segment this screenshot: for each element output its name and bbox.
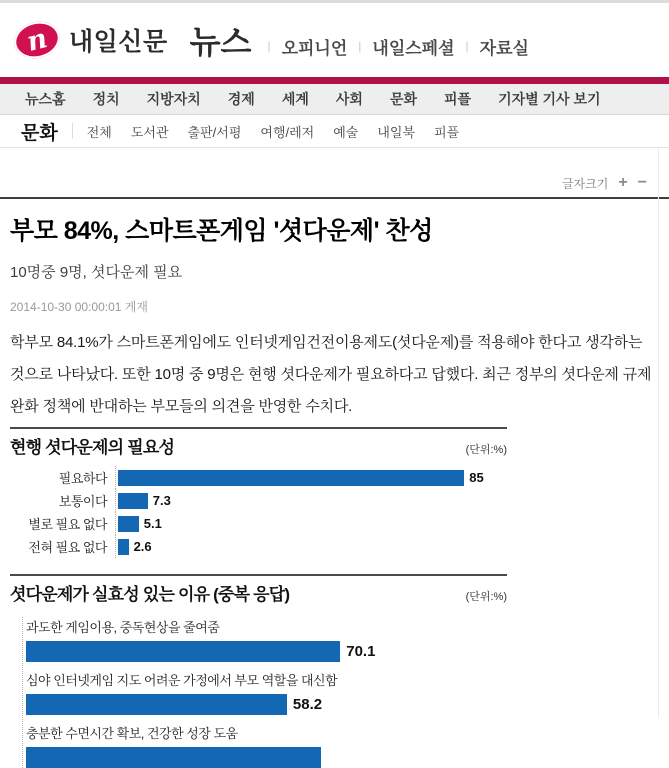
nav-item-world[interactable]: 세계 [281,91,309,107]
chart1-category-label: 전혀 필요 없다 [28,540,107,555]
nav-item-by-reporter[interactable]: 기자별 기사 보기 [498,91,601,107]
chart1-rows [10,466,507,558]
chart2-value-label: 58.2 [292,696,323,713]
chart2-bar [26,694,287,715]
site-section-news[interactable]: 뉴스 [189,24,252,60]
header-menu [267,34,528,59]
chart2-barline [26,747,507,768]
nav-item-people[interactable]: 피플 [444,91,472,107]
article-title: 부모 84%, 스마트폰게임 '셧다운제' 찬성 [10,217,433,245]
chart1-barzone [115,466,507,489]
chart1-category-label: 필요하다 [58,471,107,486]
chart-reasons-for-effectiveness [10,574,507,768]
subnav-separator [72,123,73,139]
subnav-item-people[interactable]: 피플 [434,124,460,140]
nav-item-politics[interactable]: 정치 [92,91,120,107]
chart-row [26,723,507,768]
chart2-category-label: 과도한 게임이용, 중독현상을 줄여줌 [26,620,220,635]
article-top-rule [0,197,669,199]
nav-item-culture[interactable]: 문화 [389,91,417,107]
chart-necessity-of-shutdown [10,427,507,558]
chart-row [10,466,507,489]
chart1-bar [118,516,139,532]
subnav-item-art[interactable]: 예술 [333,124,359,140]
chart1-category-label: 보통이다 [58,494,107,509]
chart2-bar [26,641,340,662]
chart2-barline [26,641,507,662]
chart2-value-label: 70.1 [346,643,376,660]
subnav-item-all[interactable]: 전체 [86,124,112,140]
subnav-item-publishing[interactable]: 출판/서평 [187,124,242,140]
chart2-title: 셧다운제가 실효성 있는 이유 (중복 응답) [10,585,290,604]
naeil-logo-icon[interactable]: n [10,17,63,63]
nav-item-economy[interactable]: 경제 [227,91,255,107]
menu-item-archive[interactable]: 자료실 [479,38,529,58]
chart1-bar [118,493,148,509]
chart1-barzone [115,489,507,512]
subnav-item-naeilbook[interactable]: 내일북 [377,124,416,140]
accent-bar [0,77,669,84]
nav-item-newshome[interactable]: 뉴스홈 [25,91,66,107]
main-nav [0,84,669,115]
menu-separator: | [267,39,271,53]
chart-row [26,670,507,715]
site-brand[interactable]: 내일신문 [69,28,168,56]
sub-nav [0,115,669,148]
chart2-category-label: 심야 인터넷게임 지도 어려운 가정에서 부모 역할을 대신함 [26,673,338,688]
subnav-items [87,122,459,141]
article-date: 2014-10-30 00:00:01 게재 [10,300,148,314]
chart-row [10,489,507,512]
menu-separator: | [465,39,469,53]
nav-item-society[interactable]: 사회 [335,91,363,107]
content-right-border [658,148,659,718]
chart1-value-label: 7.3 [152,493,171,508]
chart-row [10,535,507,558]
chart2-category-label: 충분한 수면시간 확보, 건강한 성장 도움 [26,726,238,741]
chart1-value-label: 5.1 [143,516,162,531]
chart2-unit-label: (단위:%) [465,591,507,603]
font-size-controls [0,174,669,192]
chart2-barline [26,694,507,715]
chart1-title: 현행 셧다운제의 필요성 [10,438,175,457]
chart1-value-label: 85 [469,470,484,485]
nav-item-local[interactable]: 지방자치 [146,91,201,107]
chart1-bar [118,470,464,486]
site-header [0,3,669,77]
subnav-current-culture[interactable]: 문화 [21,122,58,144]
subnav-item-library[interactable]: 도서관 [130,124,169,140]
chart1-barzone [115,535,507,558]
chart2-rows [22,617,507,768]
chart2-header [10,580,507,605]
article-body: 학부모 84.1%가 스마트폰게임에도 인터넷게임건전이용제도(셧다운제)를 적용해야 한다고 생각하는 것으로 나타났다. 또한 10명 중 9명은 현행 셧다운제가 필요하다고 답했다. 최근 정부의 셧다운제 규제완화 정책에 반대하는 부모들의 의견을 반영한 수치다. [10,334,652,415]
chart1-value-label: 2.6 [133,539,152,554]
font-size-label: 글자크기 [561,176,609,191]
font-size-decrease-icon[interactable]: − [637,174,647,191]
subnav-item-travel[interactable]: 여행/레저 [260,124,315,140]
article [0,211,669,768]
menu-item-opinion[interactable]: 오피니언 [281,38,348,58]
chart1-bar [118,539,129,555]
menu-item-special[interactable]: 내일스페셜 [372,38,455,58]
chart-row [26,617,507,662]
chart1-unit-label: (단위:%) [465,444,507,456]
menu-separator: | [358,39,362,53]
chart1-barzone [115,512,507,535]
chart1-category-label: 별로 필요 없다 [28,517,107,532]
article-subtitle: 10명중 9명, 셧다운제 필요 [10,264,183,281]
chart1-header [10,433,507,458]
chart-row [10,512,507,535]
chart2-bar [26,747,321,768]
font-size-increase-icon[interactable]: + [618,174,628,191]
